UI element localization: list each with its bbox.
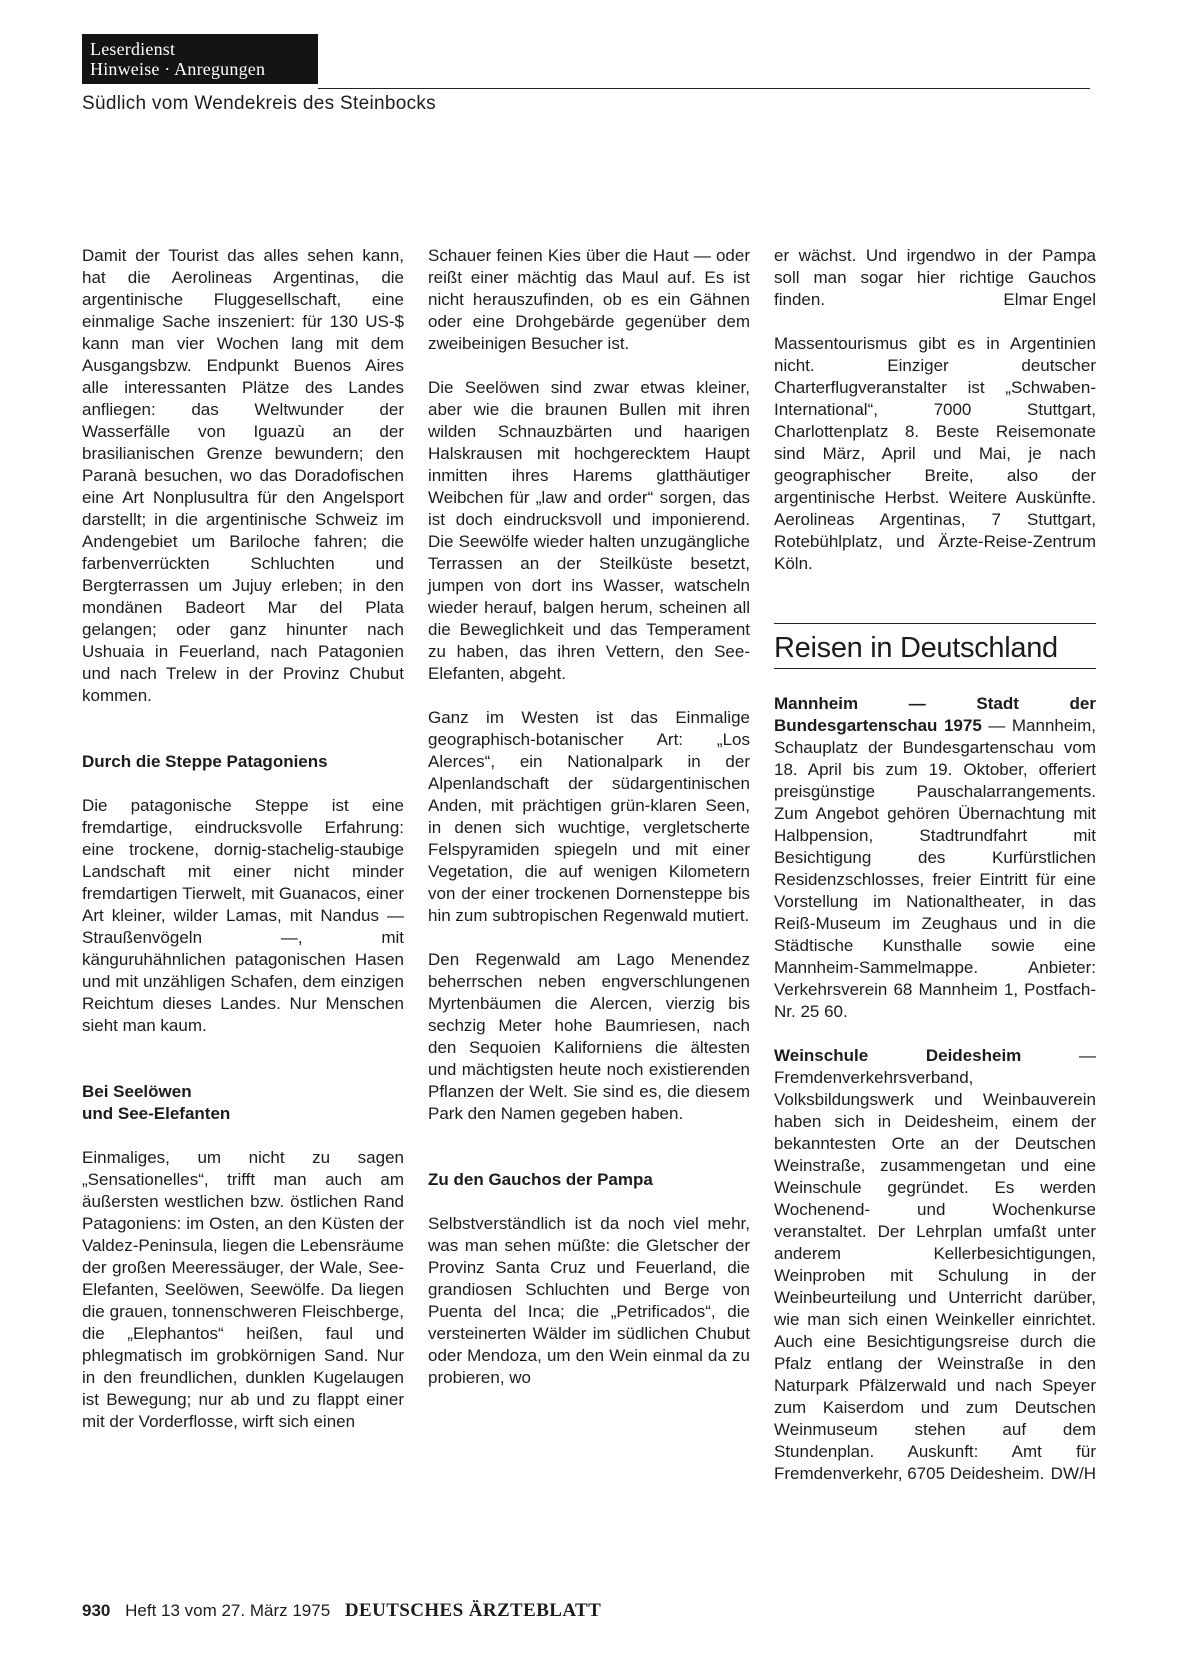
paragraph: Schauer feinen Kies über die Haut — oder reißt einer mächtig das Maul auf. Es ist nicht herauszufinden, ob es ein Gähnen oder eine Drohgebärde gegenüber dem zweibeinigen Besucher ist. (428, 246, 750, 353)
paragraph: Die patagonische Steppe ist eine fremdartige, eindrucksvolle Erfahrung: eine trockene, dornig-stachelig-staubige Landschaft mit einer nicht minder fremdartigen Tierwelt, mit Guanacos, einer Art kleiner, wilder Lamas, mit Nandus — Straußenvögeln —, mit känguruhähnlichen patagonischen Hasen und mit unzähligen Schafen, dem einzigen Reichtum dieses Landes. Nur Menschen sieht man kaum. (82, 796, 404, 1035)
author-signature: DW/H (1050, 1464, 1096, 1483)
paragraph-text: er wächst. Und irgendwo in der Pampa soll man sogar hier richtige Gauchos finden. (774, 246, 1096, 309)
paragraph-text: — Mannheim, Schauplatz der Bundesgartenschau vom 18. April bis zum 19. Oktober, offeriert preisgünstige Pauschalarrangements. Zum Angebot gehören Übernachtung mit Halbpension, Stadtrundfahrt mit Besichtigung des Kurfürstlichen Residenzschlosses, freier Eintritt für eine Vorstellung im Nationaltheater, in das Reiß-Museum im Zeughaus und in die Städtische Kunsthalle sowie eine Mannheim-Sammelmappe. Anbieter: Verkehrsverein 68 Mannheim 1, Postfach-Nr. 25 60. (774, 716, 1096, 1021)
paragraph: Damit der Tourist das alles sehen kann, hat die Aerolineas Argentinas, die argentinische Fluggesellschaft, eine einmalige Sache inszeniert: für 130 US-$ kann man vier Wochen lang mit dem Ausgangsbzw. Endpunkt Buenos Aires alle interessanten Plätze des Landes anfliegen: das Weltwunder der Wasserfälle von Iguazù an der brasilianischen Grenze bewundern; den Paranà besuchen, wo das Doradofischen eine Art Nonplusultra für den Angelsport darstellt; in die argentinische Schweiz im Andengebiet um Bariloche fahren; die farbenverrückten Schluchten und Bergterrassen um Jujuy erleben; in den mondänen Badeort Mar del Plata gelangen; oder ganz hinunter nach Ushuaia in Feuerland, nach Patagonien und nach Trelew in der Provinz Chubut kommen. (82, 246, 404, 705)
column-2 (428, 245, 750, 1389)
banner-line-2: Hinweise · Anregungen (90, 59, 266, 79)
banner-line-1: Leserdienst (90, 39, 176, 59)
section-header (774, 623, 1096, 669)
paragraph: Den Regenwald am Lago Menendez beherrschen neben engverschlungenen Myrtenbäumen die Alercen, vierzig bis sechzig Meter hohe Baumriesen, nach den Sequoien Kaliforniens die ältesten und mächtigsten heute noch existierenden Pflanzen der Welt. Sie sind es, die diesem Park den Namen gegeben haben. (428, 950, 750, 1123)
subheading: Zu den Gauchos der Pampa (428, 1170, 653, 1189)
column-3 (774, 245, 1096, 1485)
item-lead: Mannheim — Stadt der Bundesgartenschau 1975 (774, 694, 1096, 735)
page-number: 930 (82, 1601, 111, 1620)
subheading-line: und See-Elefanten (82, 1104, 231, 1123)
page-footer (82, 1600, 601, 1622)
section-banner (82, 34, 318, 84)
page-subtitle: Südlich vom Wendekreis des Steinbocks (82, 93, 436, 114)
paragraph: Die Seelöwen sind zwar etwas kleiner, aber wie die braunen Bullen mit ihren wilden Schnauzbärten und haarigen Halskrausen mit hochgerecktem Haupt inmitten ihres Harems glatthäutiger Weibchen für „law and order“ sorgen, das ist doch eindrucksvoll und imponierend. Die Seewölfe wieder halten unzugängliche Terrassen an der Steilküste besetzt, jumpen von dort ins Wasser, watscheln wieder herauf, balgen herum, scheinen all die Beweglichkeit und das Temperament zu haben, das ihren Vettern, den See-Elefanten, abgeht. (428, 378, 750, 683)
paragraph (774, 245, 1096, 311)
paragraph: Einmaliges, um nicht zu sagen „Sensationelles“, trifft man auch am äußersten westlichen bzw. östlichen Rand Patagoniens: im Osten, an den Küsten der Valdez-Peninsula, liegen die Lebensräume der großen Meeressäuger, der Wale, See-Elefanten, Seelöwen, Seewölfe. Da liegen die grauen, tonnenschweren Fleischberge, die „Elephantos“ heißen, faul und phlegmatisch im grobkörnigen Sand. Nur in den freundlichen, dunklen Kugelaugen ist Bewegung; nur ab und zu flappt einer mit der Vorderflosse, wirft sich einen (82, 1148, 404, 1431)
paragraph (774, 1045, 1096, 1485)
paragraph: Massentourismus gibt es in Argentinien nicht. Einziger deutscher Charterflugveranstalter ist „Schwaben-International“, 7000 Stuttgart, Charlottenplatz 8. Beste Reisemonate sind März, April und Mai, je nach geographischer Breite, also der argentinische Herbst. Weitere Auskünfte. Aerolineas Argentinas, 7 Stuttgart, Rotebühlplatz, und Ärzte-Reise-Zentrum Köln. (774, 334, 1096, 573)
header-rule (318, 88, 1090, 89)
subheading-line: Bei Seelöwen (82, 1082, 192, 1101)
paragraph: Selbstverständlich ist da noch viel mehr, was man sehen müßte: die Gletscher der Provinz Santa Cruz und Feuerland, die grandiosen Schluchten und Berge von Puenta del Inca; die „Petrificados“, die versteinerten Wälder im südlichen Chubut oder Mendoza, um den Wein einmal da zu probieren, wo (428, 1214, 750, 1387)
issue-line: Heft 13 vom 27. März 1975 (125, 1601, 331, 1620)
paragraph-text: — Fremdenverkehrsverband, Volksbildungswerk und Weinbauverein haben sich in Deidesheim, einem der bekanntesten Orte an der Deutschen Weinstraße, zusammengetan und eine Weinschule gegründet. Es werden Wochenend- und Wochenkurse veranstaltet. Der Lehrplan umfaßt unter anderem Kellerbesichtigungen, Weinproben mit Schulung in der Weinbeurteilung und Unterricht darüber, wie man sich einen Weinkeller einrichtet. Auch eine Besichtigungsreise durch die Pfalz entlang der Weinstraße in den Naturpark Pfälzerwald und nach Speyer zum Kaiserdom und zum Deutschen Weinmuseum stehen auf dem Stundenplan. Auskunft: Amt für Fremdenverkehr, 6705 Deidesheim. (774, 1046, 1096, 1483)
item-lead: Weinschule Deidesheim (774, 1046, 1022, 1065)
subheading (82, 1081, 404, 1125)
paragraph: Ganz im Westen ist das Einmalige geographisch-botanischer Art: „Los Alerces“, ein Nationalpark in der Alpenlandschaft der südargentinischen Anden, mit prächtigen grün-klaren Seen, in denen sich wuchtige, vergletscherte Felspyramiden spiegeln und mit einer Vegetation, die auf wenigen Kilometern von der einer trockenen Dornensteppe bis hin zum subtropischen Regenwald mutiert. (428, 708, 750, 925)
paragraph (774, 693, 1096, 1023)
author-signature: Elmar Engel (1003, 290, 1096, 309)
section-title: Reisen in Deutschland (774, 632, 1058, 664)
column-1 (82, 245, 404, 1433)
subheading: Durch die Steppe Patagoniens (82, 752, 328, 771)
journal-name: DEUTSCHES ÄRZTEBLATT (344, 1600, 602, 1621)
